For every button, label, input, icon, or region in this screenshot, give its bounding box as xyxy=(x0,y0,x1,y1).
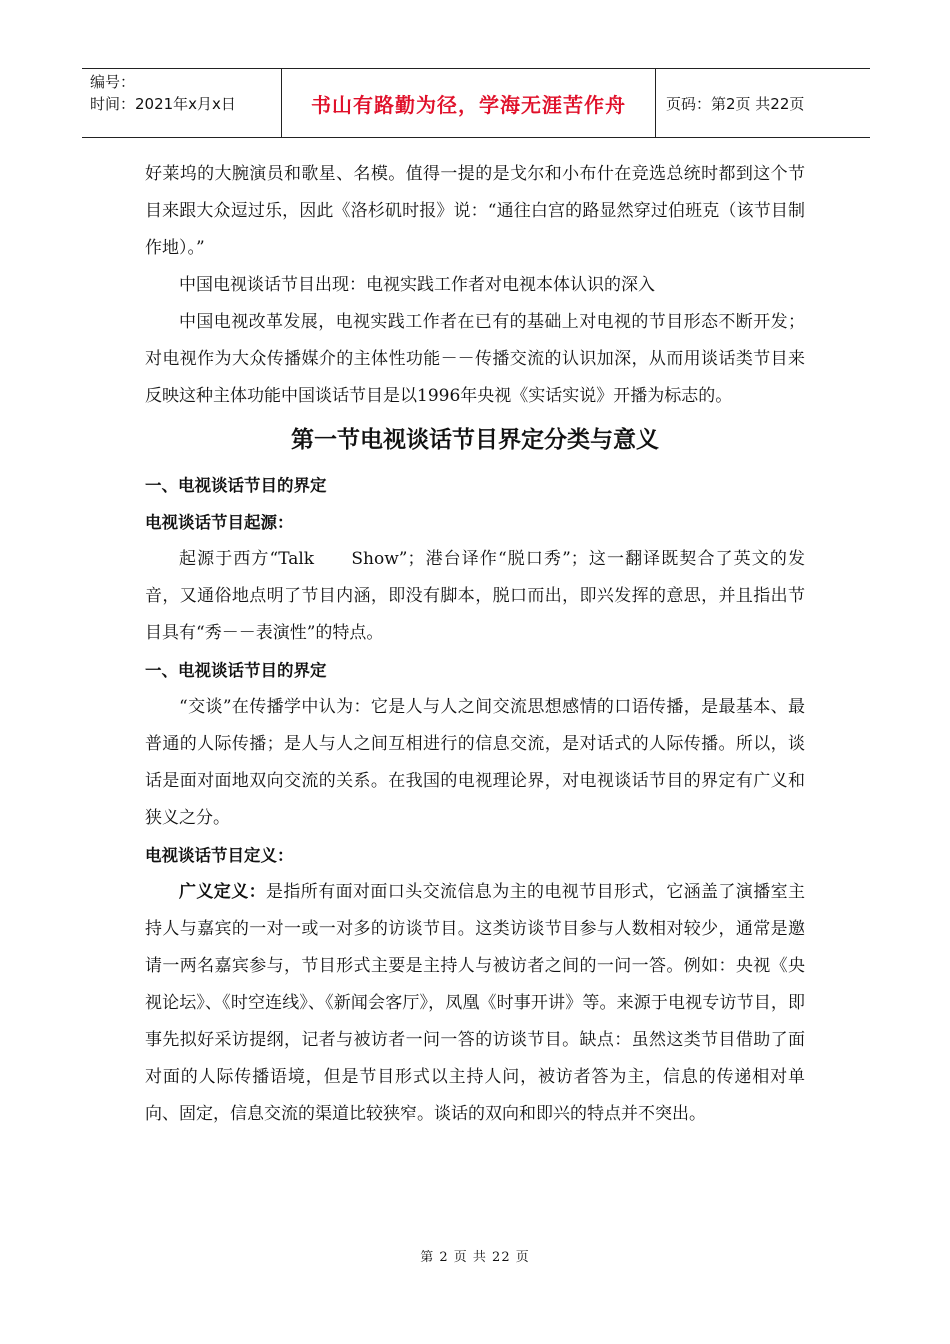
subheading: 一、电视谈话节目的界定 xyxy=(145,661,327,680)
definition-lead: 广义定义： xyxy=(179,882,266,902)
header-number-label: 编号： xyxy=(90,73,136,91)
header-time-label: 时间：2021年x月x日 xyxy=(90,95,236,113)
paragraph: 中国电视改革发展，电视实践工作者在已有的基础上对电视的节目形态不断开发；对电视作为大众传播媒介的主体性功能－－传播交流的认识加深，从而用谈话类节目来反映这种主体功能中国谈话节目是以1996年央视《实话实说》开播为标志的。 xyxy=(145,312,805,406)
page-footer: 第 2 页 共 22 页 xyxy=(420,1250,530,1265)
paragraph: “交谈”在传播学中认为：它是人与人之间交流思想感情的口语传播，是最基本、最普通的人际传播；是人与人之间互相进行的信息交流，是对话式的人际传播。所以，谈话是面对面地双向交流的关系。在我国的电视理论界，对电视谈话节目的界定有广义和狭义之分。 xyxy=(145,697,805,828)
paragraph: 中国电视谈话节目出现：电视实践工作者对电视本体认识的深入 xyxy=(179,275,655,295)
header-motto: 书山有路勤为径，学海无涯苦作舟 xyxy=(282,69,656,137)
header-meta xyxy=(82,69,282,137)
subheading: 一、电视谈话节目的界定 xyxy=(145,476,327,495)
paragraph: 好莱坞的大腕演员和歌星、名模。值得一提的是戈尔和小布什在竞选总统时都到这个节目来跟大众逗过乐，因此《洛杉矶时报》说：“通往白宫的路显然穿过伯班克（该节目制作地）。” xyxy=(145,164,805,258)
section-title: 第一节电视谈话节目界定分类与意义 xyxy=(291,427,659,453)
page-header xyxy=(82,68,870,138)
definition-text: 是指所有面对面口头交流信息为主的电视节目形式，它涵盖了演播室主持人与嘉宾的一对一或一对多的访谈节目。这类访谈节目参与人数相对较少，通常是邀请一两名嘉宾参与，节目形式主要是主持人与被访者之间的一问一答。例如：央视《央视论坛》、《时空连线》、《新闻会客厅》，凤凰《时事开讲》等。来源于电视专访节目，即事先拟好采访提纲，记者与被访者一问一答的访谈节目。缺点：虽然这类节目借助了面对面的人际传播语境，但是节目形式以主持人问，被访者答为主，信息的传递相对单向、固定，信息交流的渠道比较狭窄。谈话的双向和即兴的特点并不突出。 xyxy=(145,882,805,1124)
paragraph xyxy=(145,874,805,1133)
header-page-info: 页码：第2页 共22页 xyxy=(666,94,805,113)
document-body xyxy=(145,156,805,1133)
subheading: 电视谈话节目定义： xyxy=(145,846,294,865)
subheading: 电视谈话节目起源： xyxy=(145,513,294,532)
paragraph: 起源于西方“Talk Show”；港台译作“脱口秀”；这一翻译既契合了英文的发音，又通俗地点明了节目内涵，即没有脚本，脱口而出，即兴发挥的意思，并且指出节目具有“秀－－表演性”的特点。 xyxy=(145,549,805,643)
